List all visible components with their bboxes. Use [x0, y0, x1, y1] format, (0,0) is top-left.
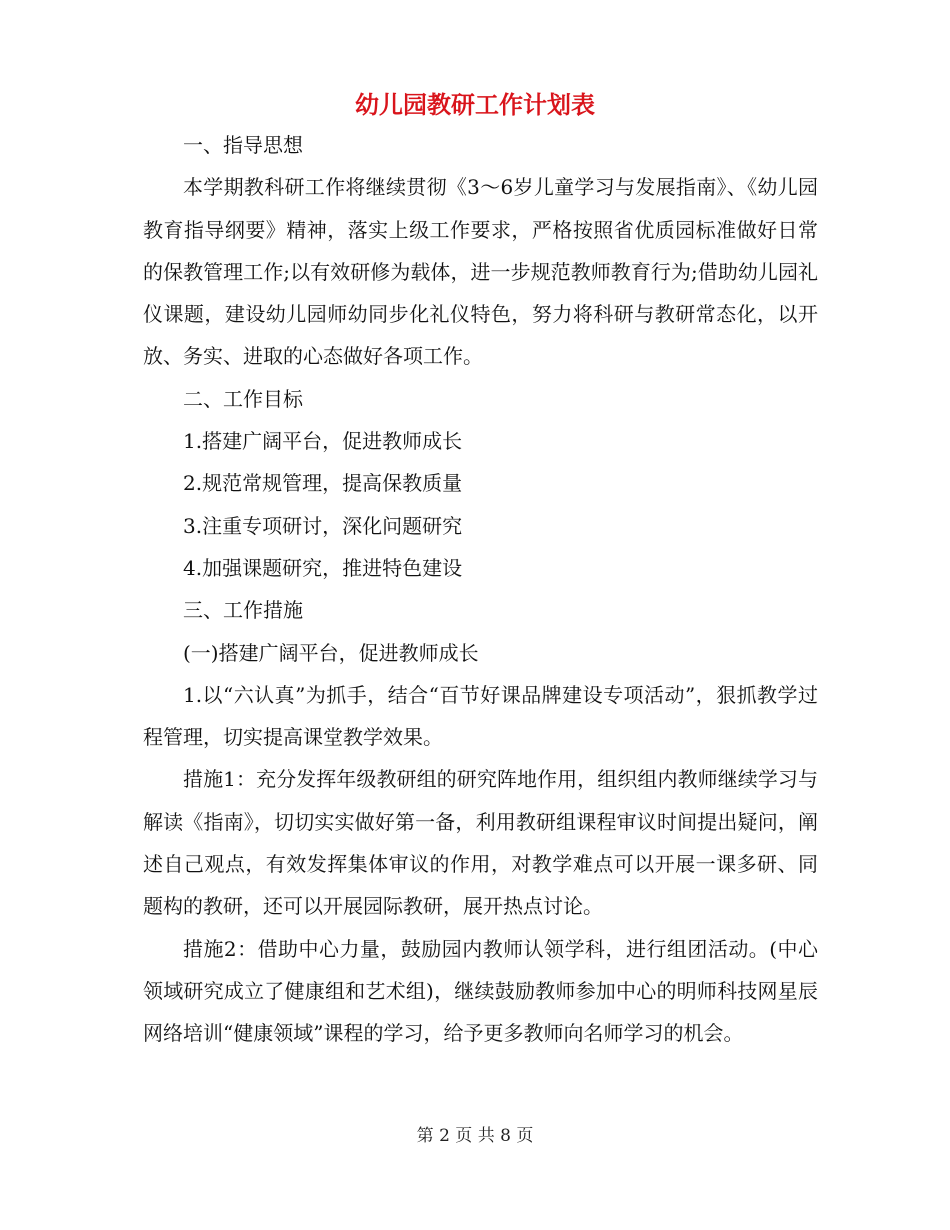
page-number-footer: 第 2 页 共 8 页 — [416, 1126, 534, 1146]
body-paragraph: 措施2：借助中心力量，鼓励园内教师认领学科，进行组团活动。(中心领域研究成立了健康组和艺术组)，继续鼓励教师参加中心的明师科技网星辰网络培训“健康领域”课程的学习，给予更多教师向名师学习的机会。 — [143, 936, 818, 1046]
subsection-heading: (一)搭建广阔平台，促进教师成长 — [183, 640, 479, 665]
section-heading-work-measures: 三、工作措施 — [183, 598, 303, 623]
document-title: 幼儿园教研工作计划表 — [355, 91, 595, 119]
section-heading-guiding-ideology: 一、指导思想 — [183, 133, 303, 157]
body-paragraph: 本学期教科研工作将继续贯彻《3～6岁儿童学习与发展指南》、《幼儿园教育指导纲要》精神，落实上级工作要求，严格按照省优质园标准做好日常的保教管理工作;以有效研修为载体，进一步规范教师教育行为;借助幼儿园礼仪课题，建设幼儿园师幼同步化礼仪特色，努力将科研与教研常态化，以开放、务实、进取的心态做好各项工作。 — [143, 175, 818, 369]
body-paragraph: 1.以“六认真”为抓手，结合“百节好课品牌建设专项活动”，狠抓教学过程管理，切实提高课堂教学效果。 — [143, 682, 818, 750]
document-body — [143, 124, 818, 1055]
goal-item: 1.搭建广阔平台，促进教师成长 — [183, 429, 463, 454]
section-heading-work-goals: 二、工作目标 — [183, 386, 303, 411]
goal-item: 3.注重专项研讨，深化问题研究 — [183, 513, 463, 538]
goal-item: 4.加强课题研究，推进特色建设 — [183, 555, 463, 580]
body-paragraph: 措施1：充分发挥年级教研组的研究阵地作用，组织组内教师继续学习与解读《指南》，切切实实做好第一备，利用教研组课程审议时间提出疑问，阐述自己观点，有效发挥集体审议的作用，对教学难点可以开展一课多研、同题构的教研，还可以开展园际教研，展开热点讨论。 — [143, 767, 818, 919]
goal-item: 2.规范常规管理，提高保教质量 — [183, 471, 463, 496]
